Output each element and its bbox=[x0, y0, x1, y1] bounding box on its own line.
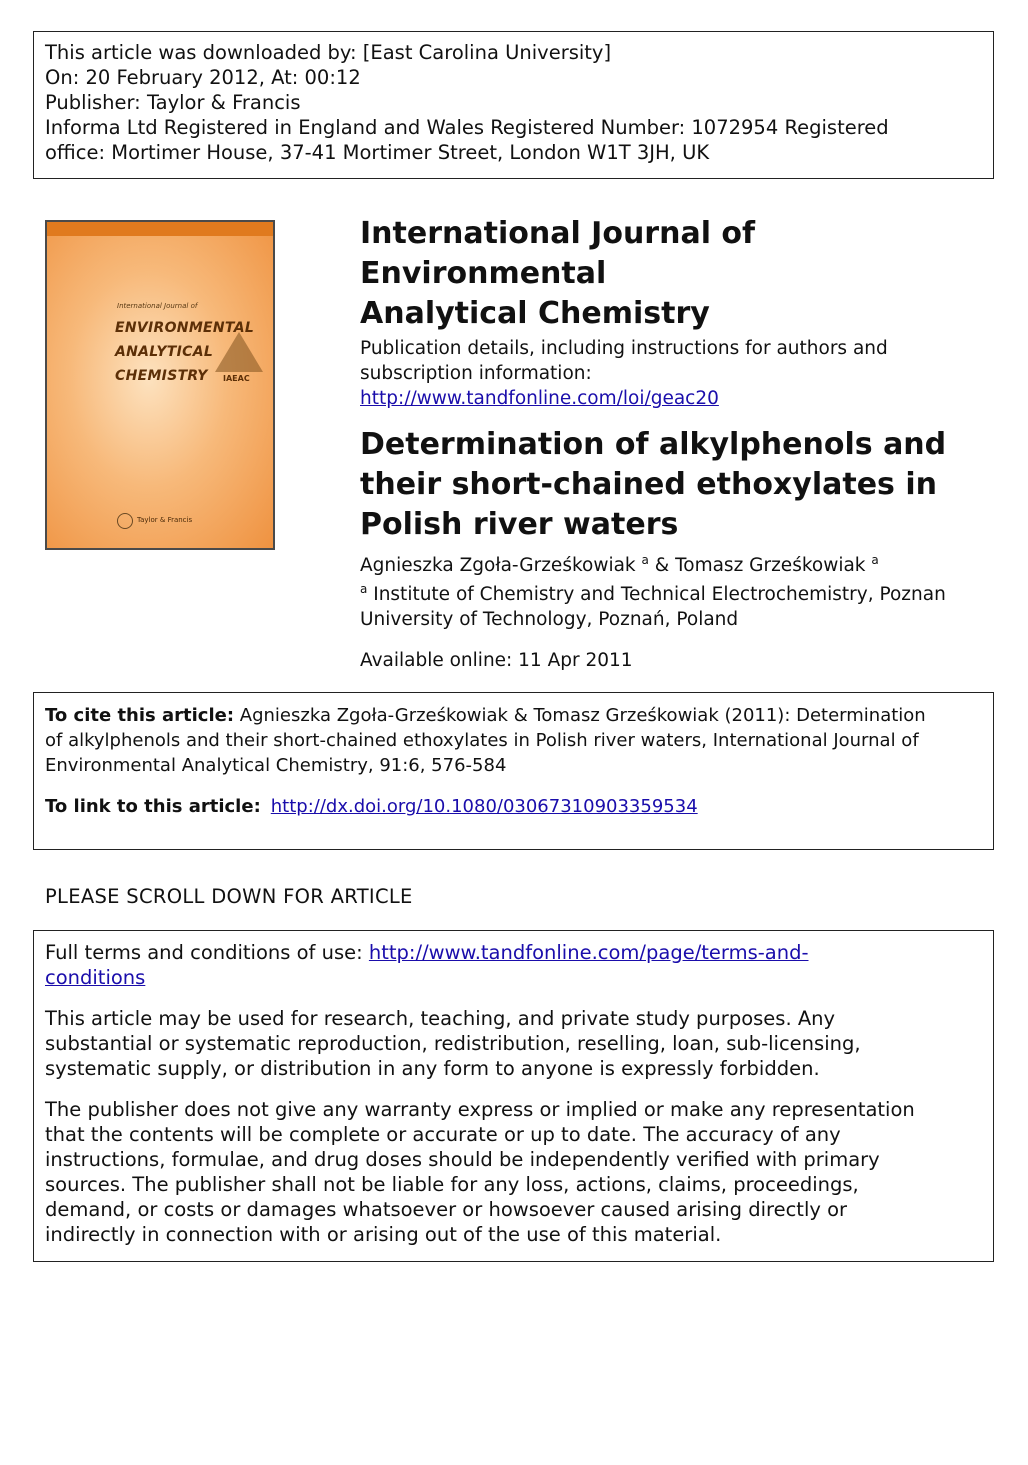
download-date-line: On: 20 February 2012, At: 00:12 bbox=[45, 66, 361, 89]
download-info-line: This article was downloaded by: [East Carolina University] bbox=[45, 41, 612, 64]
disclaimer-paragraph bbox=[45, 1097, 982, 1247]
article-title bbox=[360, 425, 1000, 545]
terms-link-paragraph bbox=[45, 940, 982, 990]
scroll-notice: PLEASE SCROLL DOWN FOR ARTICLE bbox=[45, 885, 413, 908]
disclaimer-line: The publisher does not give any warranty express or implied or make any representation bbox=[45, 1098, 915, 1121]
author-separator: & bbox=[648, 555, 676, 576]
affiliation-marker: a bbox=[360, 582, 368, 596]
usage-paragraph bbox=[45, 1006, 982, 1081]
cover-triangle-logo-icon bbox=[215, 332, 263, 372]
office-line: office: Mortimer House, 37-41 Mortimer Street, London W1T 3JH, UK bbox=[45, 141, 710, 164]
disclaimer-line: demand, or costs or damages whatsoever or howsoever caused arising directly or bbox=[45, 1198, 848, 1221]
citation-line: of alkylphenols and their short-chained ethoxylates in Polish river waters, International Journal of bbox=[45, 730, 919, 751]
cover-org-label: IAEAC bbox=[223, 374, 250, 383]
journal-cover-image bbox=[45, 220, 275, 550]
terms-link-continued[interactable]: conditions bbox=[45, 966, 146, 989]
registration-line: Informa Ltd Registered in England and Wales Registered Number: 1072954 Registered bbox=[45, 116, 889, 139]
disclaimer-line: instructions, formulae, and drug doses should be independently verified with primary bbox=[45, 1148, 880, 1171]
terms-box bbox=[33, 930, 994, 1262]
publication-details-line: subscription information: bbox=[360, 363, 592, 384]
article-title-line: Polish river waters bbox=[360, 507, 679, 542]
article-title-line: their short-chained ethoxylates in bbox=[360, 467, 937, 502]
citation-line: Environmental Analytical Chemistry, 91:6, 576-584 bbox=[45, 755, 507, 776]
cover-title-line: ANALYTICAL bbox=[115, 344, 214, 360]
journal-title-line: International Journal of Environmental bbox=[360, 216, 756, 291]
citation-text bbox=[45, 703, 982, 778]
cover-publisher-label: Taylor & Francis bbox=[137, 516, 193, 524]
usage-line: substantial or systematic reproduction, redistribution, reselling, loan, sub-licensing, bbox=[45, 1032, 861, 1055]
publisher-line: Publisher: Taylor & Francis bbox=[45, 91, 301, 114]
author-name: Tomasz Grześkowiak bbox=[675, 555, 866, 576]
publication-details-line: Publication details, including instructions for authors and bbox=[360, 338, 888, 359]
affiliation-line: University of Technology, Poznań, Poland bbox=[360, 609, 739, 630]
citation-box bbox=[33, 692, 994, 850]
download-info-box bbox=[33, 31, 994, 179]
terms-link[interactable]: http://www.tandfonline.com/page/terms-and- bbox=[368, 941, 809, 964]
usage-line: This article may be used for research, teaching, and private study purposes. Any bbox=[45, 1007, 836, 1030]
cite-label: To cite this article: bbox=[45, 705, 235, 726]
publication-details bbox=[360, 336, 1000, 411]
journal-title-line: Analytical Chemistry bbox=[360, 296, 710, 331]
affiliation-marker: a bbox=[871, 553, 879, 567]
link-label: To link to this article: bbox=[45, 796, 261, 817]
terms-label: Full terms and conditions of use: bbox=[45, 941, 369, 964]
journal-info bbox=[360, 214, 1000, 673]
author-name: Agnieszka Zgoła-Grześkowiak bbox=[360, 555, 636, 576]
cover-title-line: ENVIRONMENTAL bbox=[115, 320, 255, 336]
affiliation-marker: a bbox=[641, 553, 649, 567]
affiliation bbox=[360, 582, 1000, 632]
disclaimer-line: indirectly in connection with or arising out of the use of this material. bbox=[45, 1223, 722, 1246]
publisher-logo-icon bbox=[117, 513, 133, 529]
journal-title bbox=[360, 214, 1000, 334]
cover-journal-small-title: International Journal of bbox=[117, 302, 198, 310]
usage-line: systematic supply, or distribution in any form to anyone is expressly forbidden. bbox=[45, 1057, 820, 1080]
journal-url-link[interactable]: http://www.tandfonline.com/loi/geac20 bbox=[360, 388, 719, 409]
disclaimer-line: sources. The publisher shall not be liable for any loss, actions, claims, proceedings, bbox=[45, 1173, 859, 1196]
cover-top-bar bbox=[47, 222, 273, 236]
disclaimer-line: that the contents will be complete or accurate or up to date. The accuracy of any bbox=[45, 1123, 841, 1146]
cover-title-line: CHEMISTRY bbox=[115, 368, 208, 384]
authors bbox=[360, 553, 1000, 578]
affiliation-line: Institute of Chemistry and Technical Electrochemistry, Poznan bbox=[367, 584, 946, 605]
citation-line: Agnieszka Zgoła-Grześkowiak & Tomasz Grześkowiak (2011): Determination bbox=[234, 705, 926, 726]
available-online-date: Available online: 11 Apr 2011 bbox=[360, 650, 633, 671]
article-title-line: Determination of alkylphenols and bbox=[360, 427, 947, 462]
doi-link[interactable]: http://dx.doi.org/10.1080/03067310903359534 bbox=[270, 796, 698, 817]
article-link-row bbox=[45, 794, 982, 819]
